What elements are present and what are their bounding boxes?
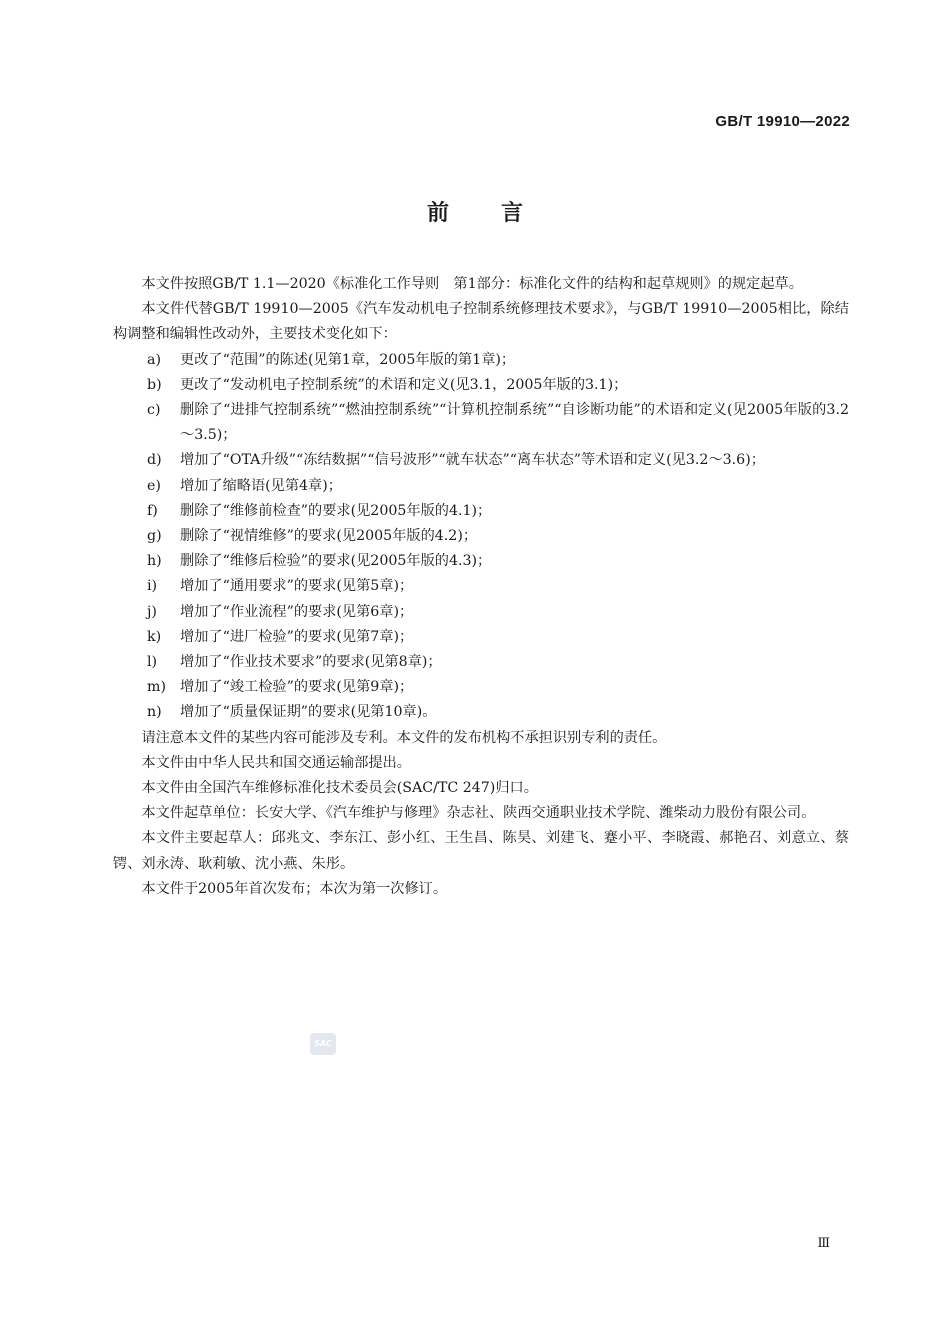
- paragraph: 本文件主要起草人：邱兆文、李东江、彭小红、王生昌、陈昊、刘建飞、蹇小平、李晓霞、郝艳召、刘意立、蔡锷、刘永涛、耿莉敏、沈小燕、朱彤。: [113, 830, 849, 872]
- list-label: j): [147, 603, 157, 620]
- list-label: n): [147, 704, 162, 721]
- paragraph: 请注意本文件的某些内容可能涉及专利。本文件的发布机构不承担识别专利的责任。: [141, 729, 667, 746]
- list-item: [113, 574, 849, 599]
- list-text: 增加了“质量保证期”的要求(见第10章)。: [180, 704, 437, 721]
- paragraph: 本文件于2005年首次发布；本次为第一次修订。: [141, 880, 448, 897]
- standard-code: GB/T 19910—2022: [715, 113, 850, 130]
- list-text: 更改了“范围”的陈述(见第1章，2005年版的第1章)；: [180, 351, 516, 368]
- paragraph: 本文件代替GB/T 19910—2005《汽车发动机电子控制系统修理技术要求》，与GB/T 19910—2005相比，除结构调整和编辑性改动外，主要技术变化如下：: [113, 301, 849, 343]
- sac-watermark-logo: SAC: [310, 1033, 336, 1055]
- list-item: [113, 675, 849, 700]
- list-item: [113, 700, 849, 725]
- list-label: g): [147, 528, 162, 545]
- list-item: [113, 524, 849, 549]
- list-item: [113, 499, 849, 524]
- list-label: e): [147, 477, 161, 494]
- list-text: 增加了“作业技术要求”的要求(见第8章)；: [180, 654, 442, 671]
- paragraph: 本文件由中华人民共和国交通运输部提出。: [141, 754, 411, 771]
- list-item: [113, 650, 849, 675]
- list-text: 增加了缩略语(见第4章)；: [180, 477, 342, 494]
- list-label: m): [147, 679, 166, 696]
- list-label: f): [147, 502, 158, 519]
- list-label: d): [147, 452, 162, 469]
- paragraph: 本文件按照GB/T 1.1—2020《标准化工作导则 第1部分：标准化文件的结构和起草规则》的规定起草。: [141, 276, 803, 292]
- list-item: [113, 373, 849, 398]
- list-label: a): [147, 351, 161, 368]
- list-label: c): [147, 402, 161, 419]
- list-item: [113, 474, 849, 499]
- list-item: [113, 448, 849, 473]
- list-text: 增加了“通用要求”的要求(见第5章)；: [180, 578, 414, 595]
- list-item: [113, 600, 849, 625]
- list-text: 删除了“视情维修”的要求(见2005年版的4.2)；: [180, 528, 478, 545]
- document-body: [113, 272, 849, 902]
- list-text: 删除了“维修后检验”的要求(见2005年版的4.3)；: [180, 553, 492, 570]
- paragraph: 本文件由全国汽车维修标准化技术委员会(SAC/TC 247)归口。: [141, 780, 538, 797]
- page-title: 前言: [426, 201, 575, 226]
- list-text: 增加了“进厂检验”的要求(见第7章)；: [180, 628, 414, 645]
- list-label: b): [147, 376, 162, 393]
- list-item: [113, 549, 849, 574]
- list-label: l): [147, 654, 158, 671]
- paragraph: 本文件起草单位：长安大学、《汽车维护与修理》杂志社、陕西交通职业技术学院、潍柴动力股份有限公司。: [141, 805, 816, 822]
- list-text: 增加了“OTA升级”“冻结数据”“信号波形”“就车状态”“离车状态”等术语和定义(见3.2～3.6)；: [180, 452, 765, 469]
- list-item: [113, 398, 849, 448]
- list-text: 更改了“发动机电子控制系统”的术语和定义(见3.1，2005年版的3.1)；: [180, 376, 628, 393]
- list-text: 增加了“竣工检验”的要求(见第9章)；: [180, 679, 414, 696]
- list-text: 删除了“维修前检查”的要求(见2005年版的4.1)；: [180, 502, 492, 519]
- list-label: i): [147, 578, 158, 595]
- list-item: [113, 625, 849, 650]
- list-item: [113, 348, 849, 373]
- list-text: 删除了“进排气控制系统”“燃油控制系统”“计算机控制系统”“自诊断功能”的术语和定义(见2005年版的3.2～3.5)；: [180, 402, 849, 444]
- list-label: k): [147, 628, 162, 645]
- page-number: Ⅲ: [817, 1236, 830, 1251]
- list-label: h): [147, 553, 162, 570]
- list-text: 增加了“作业流程”的要求(见第6章)；: [180, 603, 414, 620]
